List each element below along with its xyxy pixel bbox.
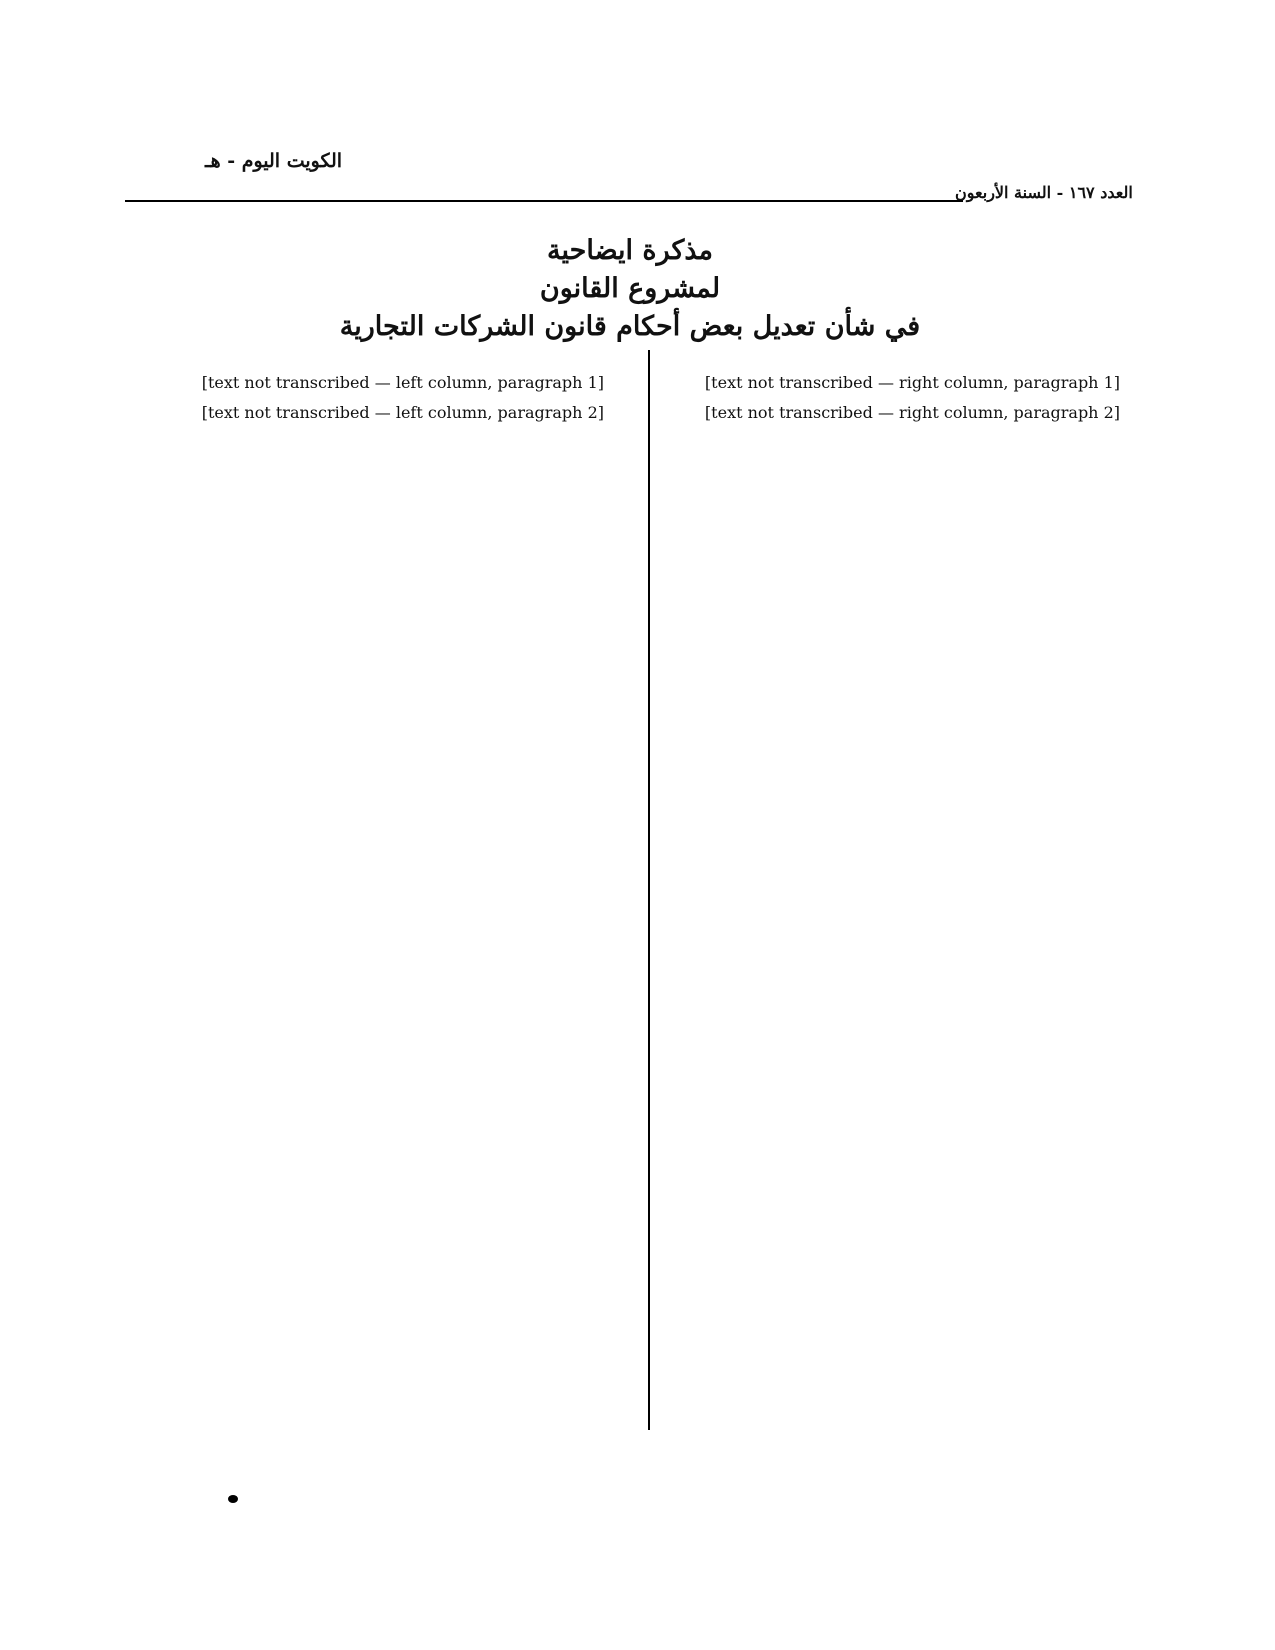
column-divider	[648, 350, 650, 1430]
paragraph: [text not transcribed — left column, paragraph 2]	[201, 402, 604, 422]
title-line-3: في شأن تعديل بعض أحكام قانون الشركات التجارية	[339, 311, 921, 342]
column-right	[668, 368, 1146, 1453]
title-block	[280, 232, 980, 346]
title-line-2: لمشروع القانون	[539, 273, 721, 304]
paragraph: [text not transcribed — right column, paragraph 1]	[704, 373, 1120, 392]
header-rule	[125, 200, 963, 202]
column-left	[125, 368, 630, 1448]
paragraph: [text not transcribed — left column, paragraph 1]	[201, 373, 604, 392]
paragraph: [text not transcribed — right column, paragraph 2]	[704, 402, 1120, 422]
stray-mark	[228, 1495, 238, 1503]
header-publication: الكويت اليوم - هـ	[205, 150, 343, 172]
title-line-1: مذكرة ايضاحية	[547, 235, 713, 266]
header-issue: العدد ١٦٧ - السنة الأربعون	[955, 183, 1133, 202]
